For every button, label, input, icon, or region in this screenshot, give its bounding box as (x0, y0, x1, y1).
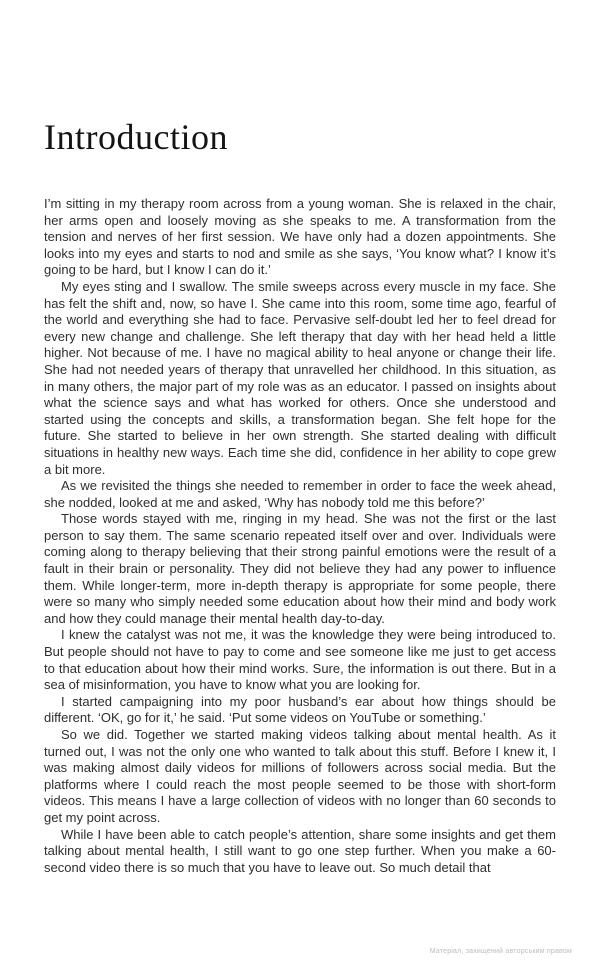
paragraph: Those words stayed with me, ringing in my head. She was not the first or the last person to say them. The same scenario repeated itself over and over. Individuals were coming along to therapy believing that their strong painful emotions were the result of a fault in their brain or personality. They did not believe they had any power to influence them. While longer-term, more in-depth therapy is appropriate for some people, there were so many who simply needed some education about how their mind and body work and how they could manage their mental health day-to-day. (44, 511, 556, 626)
paragraph: I knew the catalyst was not me, it was the knowledge they were being introduced to. But people should not have to pay to come and see someone like me just to get access to that education about how their mind works. Sure, the information is out there. But in a sea of misinformation, you have to know what you are looking for. (44, 627, 556, 693)
paragraph: I’m sitting in my therapy room across from a young woman. She is relaxed in the chair, her arms open and loosely moving as she speaks to me. A transformation from the tension and nerves of her first session. We have only had a dozen appointments. She looks into my eyes and starts to nod and smile as she says, ‘You know what? I know it’s going to be hard, but I know I can do it.’ (44, 196, 556, 278)
paragraph: So we did. Together we started making videos talking about mental health. As it turned out, I was not the only one who wanted to talk about this stuff. Before I knew it, I was making almost daily videos for millions of followers across social media. But the platforms where I could reach the most people seemed to be those with short-form videos. This means I have a large collection of videos with no longer than 60 seconds to get my point across. (44, 727, 556, 825)
paragraph: As we revisited the things she needed to remember in order to face the week ahead, she nodded, looked at me and asked, ‘Why has nobody told me this before?’ (44, 478, 556, 510)
chapter-title: Introduction (44, 117, 228, 157)
paragraph: While I have been able to catch people’s attention, share some insights and get them talking about mental health, I still want to go one step further. When you make a 60-second video there is so much that you have to leave out. So much detail that (44, 826, 556, 875)
paragraph: My eyes sting and I swallow. The smile sweeps across every muscle in my face. She has felt the shift and, now, so have I. She came into this room, some time ago, fearful of the world and everything she had to face. Pervasive self-doubt led her to feel dread for every new change and challenge. She left therapy that day with her head held a little higher. Not because of me. I have no magical ability to heal anyone or change their life. She had not needed years of therapy that unravelled her childhood. In this situation, as in many others, the major part of my role was as an educator. I passed on insights about what the science says and what has worked for others. Once she understood and started using the concepts and skills, a transformation began. She felt hope for the future. She started to believe in her own strength. She started dealing with difficult situations in healthy new ways. Each time she did, confidence in her ability to cope grew a bit more. (44, 278, 556, 477)
paragraph: I started campaigning into my poor husband’s ear about how things should be different. ‘OK, go for it,’ he said. ‘Put some videos on YouTube or something.’ (44, 693, 556, 726)
copyright-watermark: Матеріал, захищений авторським правом (429, 948, 572, 955)
body-text (44, 196, 556, 876)
